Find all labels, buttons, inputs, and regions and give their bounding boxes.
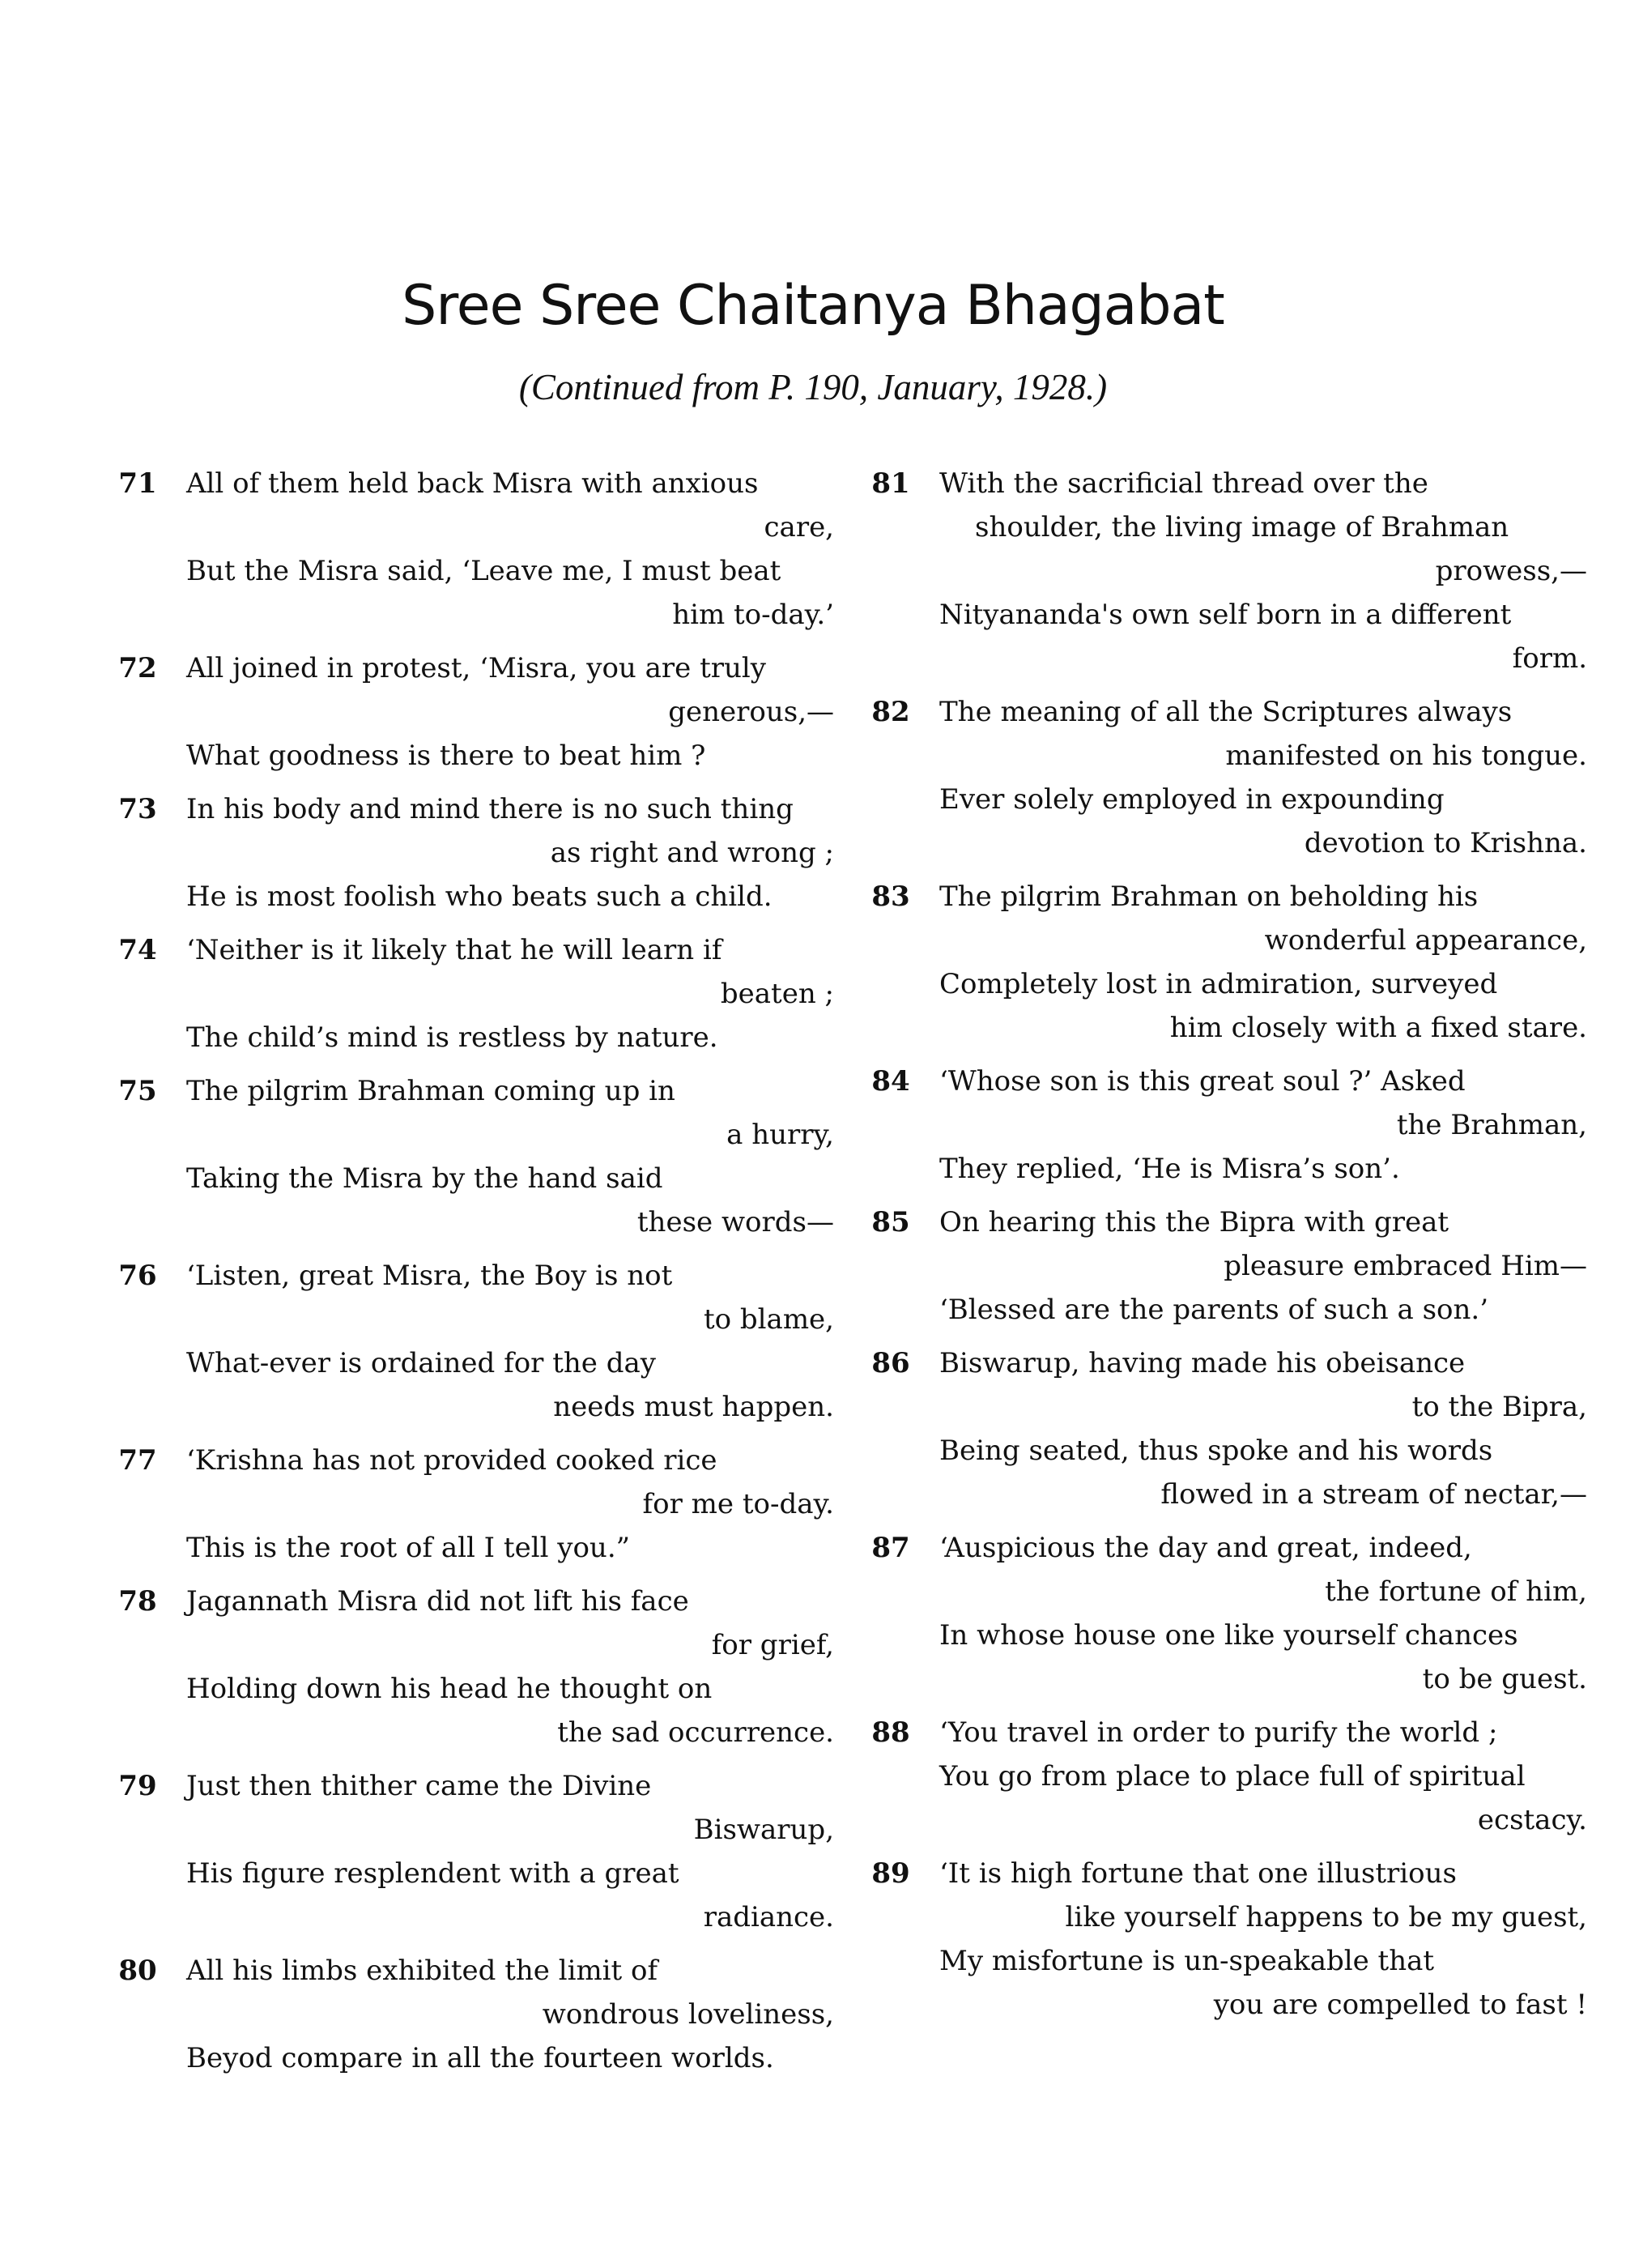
verse bbox=[858, 690, 1587, 865]
verse-number: 83 bbox=[871, 880, 910, 913]
verse-line: Biswarup, having made his obeisance bbox=[939, 1347, 1466, 1379]
verse-number: 81 bbox=[871, 467, 910, 500]
verse-line: to blame, bbox=[703, 1303, 834, 1336]
verse bbox=[858, 1341, 1587, 1516]
verse-number: 72 bbox=[118, 652, 157, 684]
verse bbox=[858, 1852, 1587, 2027]
verse bbox=[858, 1059, 1587, 1191]
verse-line: ‘You travel in order to purify the world ; bbox=[939, 1716, 1498, 1749]
verse bbox=[105, 646, 834, 778]
verse bbox=[858, 1711, 1587, 1842]
verse bbox=[105, 462, 834, 637]
verse-number: 85 bbox=[871, 1206, 910, 1238]
verse bbox=[105, 928, 834, 1059]
verse-number: 82 bbox=[871, 696, 910, 728]
verse-line: form. bbox=[1512, 642, 1587, 675]
verse-line: ‘It is high fortune that one illustrious bbox=[939, 1857, 1457, 1890]
verse-line: Biswarup, bbox=[693, 1814, 834, 1846]
verse-line: flowed in a stream of nectar,— bbox=[1160, 1478, 1587, 1511]
verse-line: They replied, ‘He is Misra’s son’. bbox=[939, 1153, 1400, 1185]
verse-line: My misfortune is un-speakable that bbox=[939, 1945, 1435, 1977]
verse-line: to be guest. bbox=[1422, 1663, 1587, 1695]
verse-line: for grief, bbox=[711, 1629, 834, 1661]
verse-line: for me to-day. bbox=[642, 1488, 834, 1520]
verse-line: ‘Neither is it likely that he will learn if bbox=[186, 934, 722, 966]
verse-line: radiance. bbox=[703, 1901, 834, 1933]
verse-line: ecstacy. bbox=[1477, 1804, 1587, 1836]
verse-number: 88 bbox=[871, 1716, 910, 1749]
verse-line: What goodness is there to beat him ? bbox=[186, 740, 706, 772]
verse bbox=[858, 1526, 1587, 1701]
verse-number: 77 bbox=[118, 1444, 157, 1477]
verse-line: to the Bipra, bbox=[1411, 1391, 1587, 1423]
verse-line: Being seated, thus spoke and his words bbox=[939, 1435, 1493, 1467]
verse-line: ‘Listen, great Misra, the Boy is not bbox=[186, 1260, 673, 1292]
verse-line: ‘Auspicious the day and great, indeed, bbox=[939, 1532, 1472, 1564]
verse bbox=[105, 1580, 834, 1754]
verse-line: The pilgrim Brahman coming up in bbox=[186, 1075, 675, 1107]
verse bbox=[105, 787, 834, 919]
verse-line: the sad occurrence. bbox=[557, 1716, 834, 1749]
verse-number: 80 bbox=[118, 1955, 157, 1987]
verse-line: the fortune of him, bbox=[1325, 1575, 1587, 1608]
verse-number: 74 bbox=[118, 934, 157, 966]
verse-line: prowess,— bbox=[1435, 555, 1587, 587]
verse-line: you are compelled to fast ! bbox=[1213, 1989, 1587, 2021]
verse bbox=[105, 1439, 834, 1570]
verse-line: him closely with a fixed stare. bbox=[1169, 1012, 1587, 1044]
verse-line: Taking the Misra by the hand said bbox=[186, 1162, 663, 1195]
verse bbox=[858, 1200, 1587, 1332]
verse-number: 76 bbox=[118, 1260, 157, 1292]
left-column bbox=[105, 462, 834, 2090]
verse-line: Completely lost in admiration, surveyed bbox=[939, 968, 1498, 1000]
verse-line: All of them held back Misra with anxious bbox=[186, 467, 759, 500]
verse-line: Holding down his head he thought on bbox=[186, 1673, 713, 1705]
verse-number: 79 bbox=[118, 1770, 157, 1802]
verse-line: All joined in protest, ‘Misra, you are truly bbox=[186, 652, 766, 684]
verse-line: wondrous loveliness, bbox=[542, 1998, 834, 2031]
verse-line: His figure resplendent with a great bbox=[186, 1857, 679, 1890]
verse-line: Just then thither came the Divine bbox=[186, 1770, 652, 1802]
verse-line: Jagannath Misra did not lift his face bbox=[186, 1585, 689, 1618]
verse-line: him to-day.’ bbox=[672, 599, 834, 631]
verse-line: a hurry, bbox=[726, 1119, 834, 1151]
verse-number: 78 bbox=[118, 1585, 157, 1618]
verse-line: On hearing this the Bipra with great bbox=[939, 1206, 1449, 1238]
verse-line: But the Misra said, ‘Leave me, I must beat bbox=[186, 555, 781, 587]
verse-line: This is the root of all I tell you.” bbox=[186, 1532, 631, 1564]
verse-line: Ever solely employed in expounding bbox=[939, 783, 1445, 816]
verse-line: ‘Krishna has not provided cooked rice bbox=[186, 1444, 717, 1477]
verse bbox=[858, 462, 1587, 680]
verse-line: With the sacrificial thread over the bbox=[939, 467, 1428, 500]
verse-line: Beyod compare in all the fourteen worlds. bbox=[186, 2042, 774, 2074]
verse-line: ‘Blessed are the parents of such a son.’ bbox=[939, 1294, 1489, 1326]
verse bbox=[105, 1764, 834, 1939]
verse-line: The child’s mind is restless by nature. bbox=[186, 1021, 718, 1054]
verse-number: 75 bbox=[118, 1075, 157, 1107]
verse-line: He is most foolish who beats such a child. bbox=[186, 880, 773, 913]
verse bbox=[105, 1254, 834, 1429]
page-subtitle: (Continued from P. 190, January, 1928.) bbox=[518, 367, 1108, 407]
verse-number: 84 bbox=[871, 1065, 910, 1098]
right-column bbox=[858, 462, 1587, 2036]
verse-line: pleasure embraced Him— bbox=[1224, 1250, 1587, 1282]
verse-line: wonderful appearance, bbox=[1264, 924, 1587, 957]
verse-line: these words— bbox=[636, 1206, 834, 1238]
verse-number: 87 bbox=[871, 1532, 910, 1564]
verse-line: Nityananda's own self born in a different bbox=[939, 599, 1512, 631]
verse-line: The meaning of all the Scriptures always bbox=[939, 696, 1513, 728]
verse-line: In his body and mind there is no such thing bbox=[186, 793, 794, 825]
verse-line: care, bbox=[764, 511, 834, 544]
verse-line: generous,— bbox=[668, 696, 834, 728]
verse-line: In whose house one like yourself chances bbox=[939, 1619, 1518, 1652]
verse-number: 71 bbox=[118, 467, 157, 500]
verse-line: All his limbs exhibited the limit of bbox=[186, 1955, 658, 1987]
verse bbox=[105, 1069, 834, 1244]
verse-number: 86 bbox=[871, 1347, 910, 1379]
verse-line: shoulder, the living image of Brahman bbox=[975, 511, 1509, 544]
verse-line: The pilgrim Brahman on beholding his bbox=[939, 880, 1479, 913]
page-title: Sree Sree Chaitanya Bhagabat bbox=[402, 274, 1224, 338]
verse-number: 89 bbox=[871, 1857, 910, 1890]
verse-number: 73 bbox=[118, 793, 157, 825]
verse-line: the Brahman, bbox=[1396, 1109, 1587, 1141]
verse-line: like yourself happens to be my guest, bbox=[1065, 1901, 1587, 1933]
verse bbox=[858, 875, 1587, 1050]
verse-line: What-ever is ordained for the day bbox=[186, 1347, 656, 1379]
verse-line: ‘Whose son is this great soul ?’ Asked bbox=[939, 1065, 1466, 1098]
verse-line: manifested on his tongue. bbox=[1225, 740, 1587, 772]
verse-line: devotion to Krishna. bbox=[1304, 827, 1587, 859]
verse-line: as right and wrong ; bbox=[550, 837, 834, 869]
verse bbox=[105, 1949, 834, 2080]
verse-line: You go from place to place full of spiritual bbox=[939, 1760, 1526, 1793]
verse-line: beaten ; bbox=[720, 978, 834, 1010]
verse-line: needs must happen. bbox=[553, 1391, 834, 1423]
